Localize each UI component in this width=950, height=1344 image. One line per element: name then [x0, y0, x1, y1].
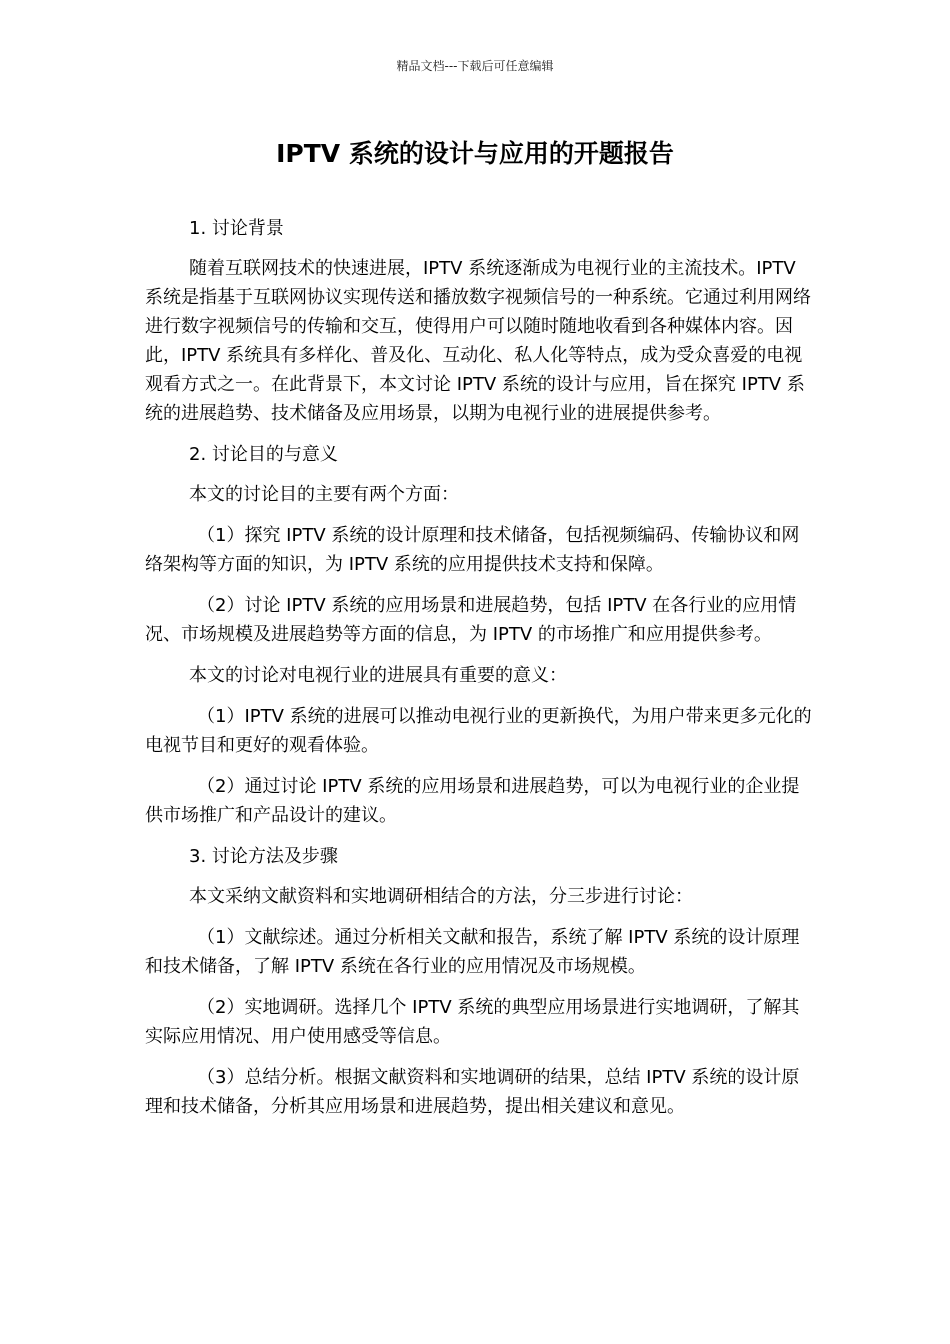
background-paragraph: 随着互联网技术的快速进展，IPTV 系统逐渐成为电视行业的主流技术。IPTV 系统是指基于互联网协议实现传送和播放数字视频信号的一种系统。它通过利用网络进行数字视频信号的传输和交互，使得用户可以随时随地收看到各种媒体内容。因此，IPTV 系统具有多样化、普及化、互动化、私人化等特点，成为受众喜爱的电视观看方式之一。在此背景下，本文讨论 IPTV 系统的设计与应用，旨在探究 IPTV 系统的进展趋势、技术储备及应用场景，以期为电视行业的进展提供参考。 — [145, 258, 811, 424]
purpose-item-2: （2）讨论 IPTV 系统的应用场景和进展趋势，包括 IPTV 在各行业的应用情况、市场规模及进展趋势等方面的信息，为 IPTV 的市场推广和应用提供参考。 — [145, 595, 797, 645]
method-step-3: （3）总结分析。根据文献资料和实地调研的结果，总结 IPTV 系统的设计原理和技术储备，分析其应用场景和进展趋势，提出相关建议和意见。 — [145, 1067, 800, 1117]
significance-item-2: （2）通过讨论 IPTV 系统的应用场景和进展趋势，可以为电视行业的企业提供市场推广和产品设计的建议。 — [145, 776, 800, 826]
method-step-2: （2）实地调研。选择几个 IPTV 系统的典型应用场景进行实地调研，了解其实际应用情况、用户使用感受等信息。 — [145, 997, 800, 1047]
purpose-intro: 本文的讨论目的主要有两个方面： — [189, 484, 459, 505]
document-title: IPTV 系统的设计与应用的开题报告 — [276, 139, 674, 168]
section-heading-method: 3. 讨论方法及步骤 — [189, 846, 338, 867]
significance-intro: 本文的讨论对电视行业的进展具有重要的意义： — [189, 665, 567, 686]
purpose-item-1: （1）探究 IPTV 系统的设计原理和技术储备，包括视频编码、传输协议和网络架构等方面的知识，为 IPTV 系统的应用提供技术支持和保障。 — [145, 525, 800, 575]
significance-item-1: （1）IPTV 系统的进展可以推动电视行业的更新换代，为用户带来更多元化的电视节目和更好的观看体验。 — [145, 706, 812, 756]
document-body — [145, 214, 813, 1133]
section-heading-background: 1. 讨论背景 — [189, 218, 284, 239]
section-heading-purpose: 2. 讨论目的与意义 — [189, 444, 338, 465]
header-note: 精品文档---下载后可任意编辑 — [396, 59, 554, 73]
method-step-1: （1）文献综述。通过分析相关文献和报告，系统了解 IPTV 系统的设计原理和技术储备，了解 IPTV 系统在各行业的应用情况及市场规模。 — [145, 927, 800, 977]
method-intro: 本文采纳文献资料和实地调研相结合的方法，分三步进行讨论： — [189, 886, 693, 907]
